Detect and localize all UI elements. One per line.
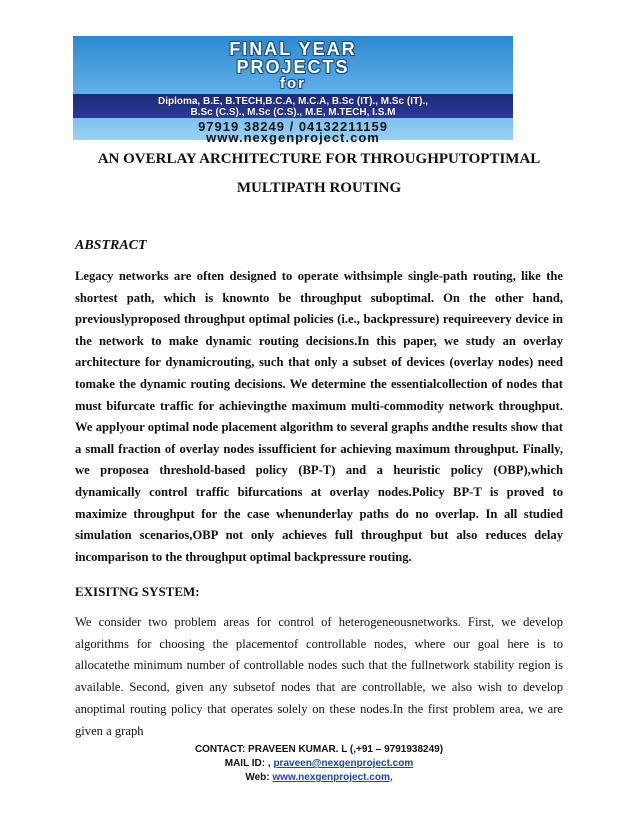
contact-footer bbox=[100, 743, 538, 785]
footer-web-link[interactable]: www.nexgenproject.com, bbox=[272, 772, 393, 783]
banner-qualifications-line1: Diploma, B.E, B.TECH,B.C.A, M.C.A, B.Sc (IT)., M.Sc (IT)., bbox=[157, 96, 428, 107]
footer-mail-link[interactable]: praveen@nexgenproject.com bbox=[273, 758, 414, 769]
footer-contact: CONTACT: PRAVEEN KUMAR. L (,+91 – 9791938249) bbox=[194, 744, 444, 755]
document-title-line1: AN OVERLAY ARCHITECTURE FOR THROUGHPUTOPTIMAL bbox=[97, 151, 541, 167]
header-banner bbox=[73, 36, 513, 145]
document-title-line2: MULTIPATH ROUTING bbox=[236, 180, 402, 196]
document-title bbox=[70, 145, 568, 203]
banner-qualifications-line2: B.Sc (C.S)., M.Sc (C.S)., M.E, M.TECH, I.S.M bbox=[190, 107, 396, 118]
abstract-paragraph: Legacy networks are often designed to operate withsimple single-path routing, like the shortest path, which is knownto be throughput suboptimal. On the other hand, previouslyproposed throughput optimal policies (i.e., backpressure) requireevery device in the network to make dynamic routing decisions.In this paper, we study an overlay architecture for dynamicrouting, such that only a subset of devices (overlay nodes) need tomake the dynamic routing decisions. We determine the essentialcollection of nodes that must bifurcate traffic for achievingthe maximum multi-commodity network throughput. We applyour optimal node placement algorithm to several graphs andthe results show that a small fraction of overlay nodes issufficient for achieving maximum throughput. Finally, we proposea threshold-based policy (BP-T) and a heuristic policy (OBP),which dynamically control traffic bifurcations at overlay nodes.Policy BP-T is proved to maximize throughput for the case whenunderlay paths do no overlap. In all studied simulation scenarios,OBP not only achieves full throughput but also reduces delay incomparison to the throughput optimal backpressure routing. bbox=[75, 269, 563, 564]
existing-system-paragraph: We consider two problem areas for control of heterogeneousnetworks. First, we develop algorithms for choosing the placementof controllable nodes, where our goal here is to allocatethe minimum number of controllable nodes such that the fullnetwork stability region is available. Second, given any subsetof nodes that are controllable, we also wish to develop anoptimal routing policy that operates solely on these nodes.In the first problem area, we are given a graph bbox=[75, 615, 563, 738]
footer-web-label: Web: bbox=[245, 772, 270, 783]
banner-title-projects: PROJECTS bbox=[236, 57, 350, 77]
footer-mail-label: MAIL ID: , bbox=[224, 758, 271, 769]
footer-mail-row bbox=[100, 757, 538, 771]
banner-title-for: for bbox=[280, 75, 306, 92]
existing-system-heading: EXISITNG SYSTEM: bbox=[75, 584, 200, 599]
banner-website: www.nexgenproject.com bbox=[206, 130, 380, 145]
banner-title-final-year: FINAL YEAR bbox=[229, 39, 357, 59]
footer-web-row bbox=[100, 771, 538, 785]
abstract-heading: ABSTRACT bbox=[75, 238, 147, 253]
banner-phone-numbers: 97919 38249 / 04132211159 bbox=[198, 119, 388, 134]
